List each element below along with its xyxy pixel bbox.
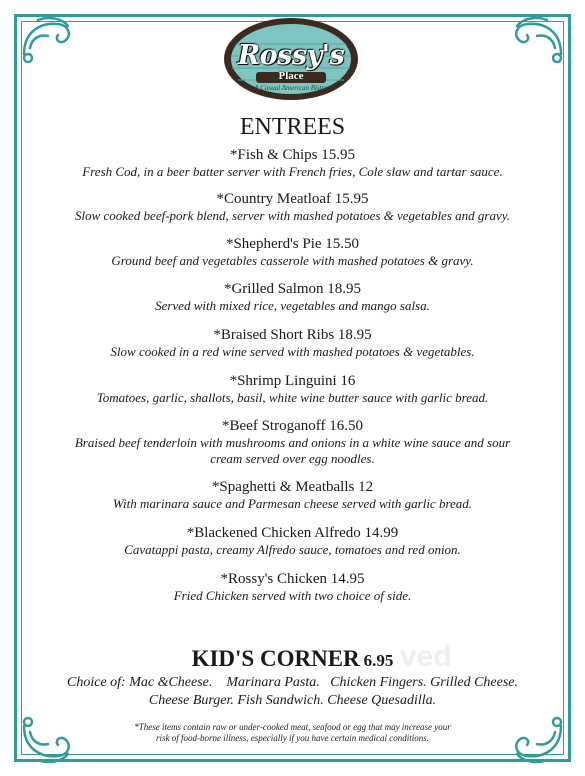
food-safety-footnote: [100, 722, 485, 744]
menu-item-description: Slow cooked in a red wine served with mashed potatoes & vegetables.: [110, 344, 475, 359]
restaurant-logo: [222, 16, 360, 102]
menu-item-description: With marinara sauce and Parmesan cheese served with garlic bread.: [112, 496, 473, 511]
menu-item-name: *Blackened Chicken Alfredo 14.99: [186, 525, 399, 541]
kids-corner-heading: [30, 646, 555, 672]
menu-item: [30, 281, 555, 314]
menu-item-name: *Braised Short Ribs 18.95: [213, 327, 372, 343]
menu-item: [30, 236, 555, 269]
menu-item-name: *Fish & Chips 15.95: [229, 147, 356, 163]
corner-ornament-top-right: [505, 14, 567, 76]
menu-item: [30, 147, 555, 180]
menu-item-description: Served with mixed rice, vegetables and mango salsa.: [155, 298, 430, 313]
corner-ornament-bottom-right: [505, 704, 567, 766]
kids-corner-options-line-1: Choice of: Mac &Cheese. Marinara Pasta. Chicken Fingers. Grilled Cheese.: [66, 675, 519, 690]
menu-item: [30, 191, 555, 224]
corner-ornament-bottom-left: [18, 704, 80, 766]
logo-subtitle: Place: [278, 70, 304, 82]
menu-item-description: Braised beef tenderloin with mushrooms and onions in a white wine sauce and sour cream served over egg noodles.: [74, 435, 511, 466]
kids-corner-price: 6.95: [363, 651, 394, 670]
menu-item-description: Tomatoes, garlic, shallots, basil, white wine butter sauce with garlic bread.: [96, 390, 489, 405]
menu-item-name: *Spaghetti & Meatballs 12: [211, 479, 374, 495]
footnote-line-2: risk of food-borne illness, especially if you have certain medical conditions.: [156, 733, 429, 743]
logo-tagline: A Casual American Bistro: [254, 84, 328, 92]
menu-item: [30, 525, 555, 558]
menu-item-name: *Country Meatloaf 15.95: [216, 191, 369, 207]
menu-item: [30, 418, 555, 467]
menu-item: [30, 373, 555, 406]
kids-corner-options-line-2: Cheese Burger. Fish Sandwich. Cheese Quesadilla.: [148, 693, 437, 708]
menu-item-description: Fried Chicken served with two choice of side.: [173, 588, 412, 603]
menu-item-description: Fresh Cod, in a beer batter server with French fries, Cole slaw and tartar sauce.: [82, 164, 503, 179]
menu-item-description: Slow cooked beef-pork blend, server with mashed potatoes & vegetables and gravy.: [74, 208, 511, 223]
menu-item-description: Ground beef and vegetables casserole with mashed potatoes & gravy.: [111, 253, 474, 268]
entrees-section: [30, 113, 555, 604]
entrees-heading: ENTREES: [239, 114, 346, 140]
kids-corner-title: KID'S CORNER: [191, 646, 360, 671]
menu-item-description: Cavatappi pasta, creamy Alfredo sauce, tomatoes and red onion.: [124, 542, 461, 557]
menu-item: [30, 479, 555, 512]
menu-item-name: *Grilled Salmon 18.95: [223, 281, 362, 297]
menu-item: [30, 327, 555, 360]
logo-name: Rossy's: [237, 40, 345, 71]
corner-ornament-top-left: [18, 14, 80, 76]
kids-corner-section: [30, 646, 555, 710]
menu-item-name: *Shrimp Linguini 16: [229, 373, 356, 389]
menu-item-name: *Beef Stroganoff 16.50: [222, 418, 363, 434]
menu-item: [30, 571, 555, 604]
menu-item-name: *Shepherd's Pie 15.50: [225, 236, 360, 252]
menu-item-name: *Rossy's Chicken 14.95: [220, 571, 365, 587]
watermark: ved: [400, 640, 452, 673]
footnote-line-1: *These items contain raw or under-cooked meat, seafood or egg that may increase your: [134, 722, 451, 732]
